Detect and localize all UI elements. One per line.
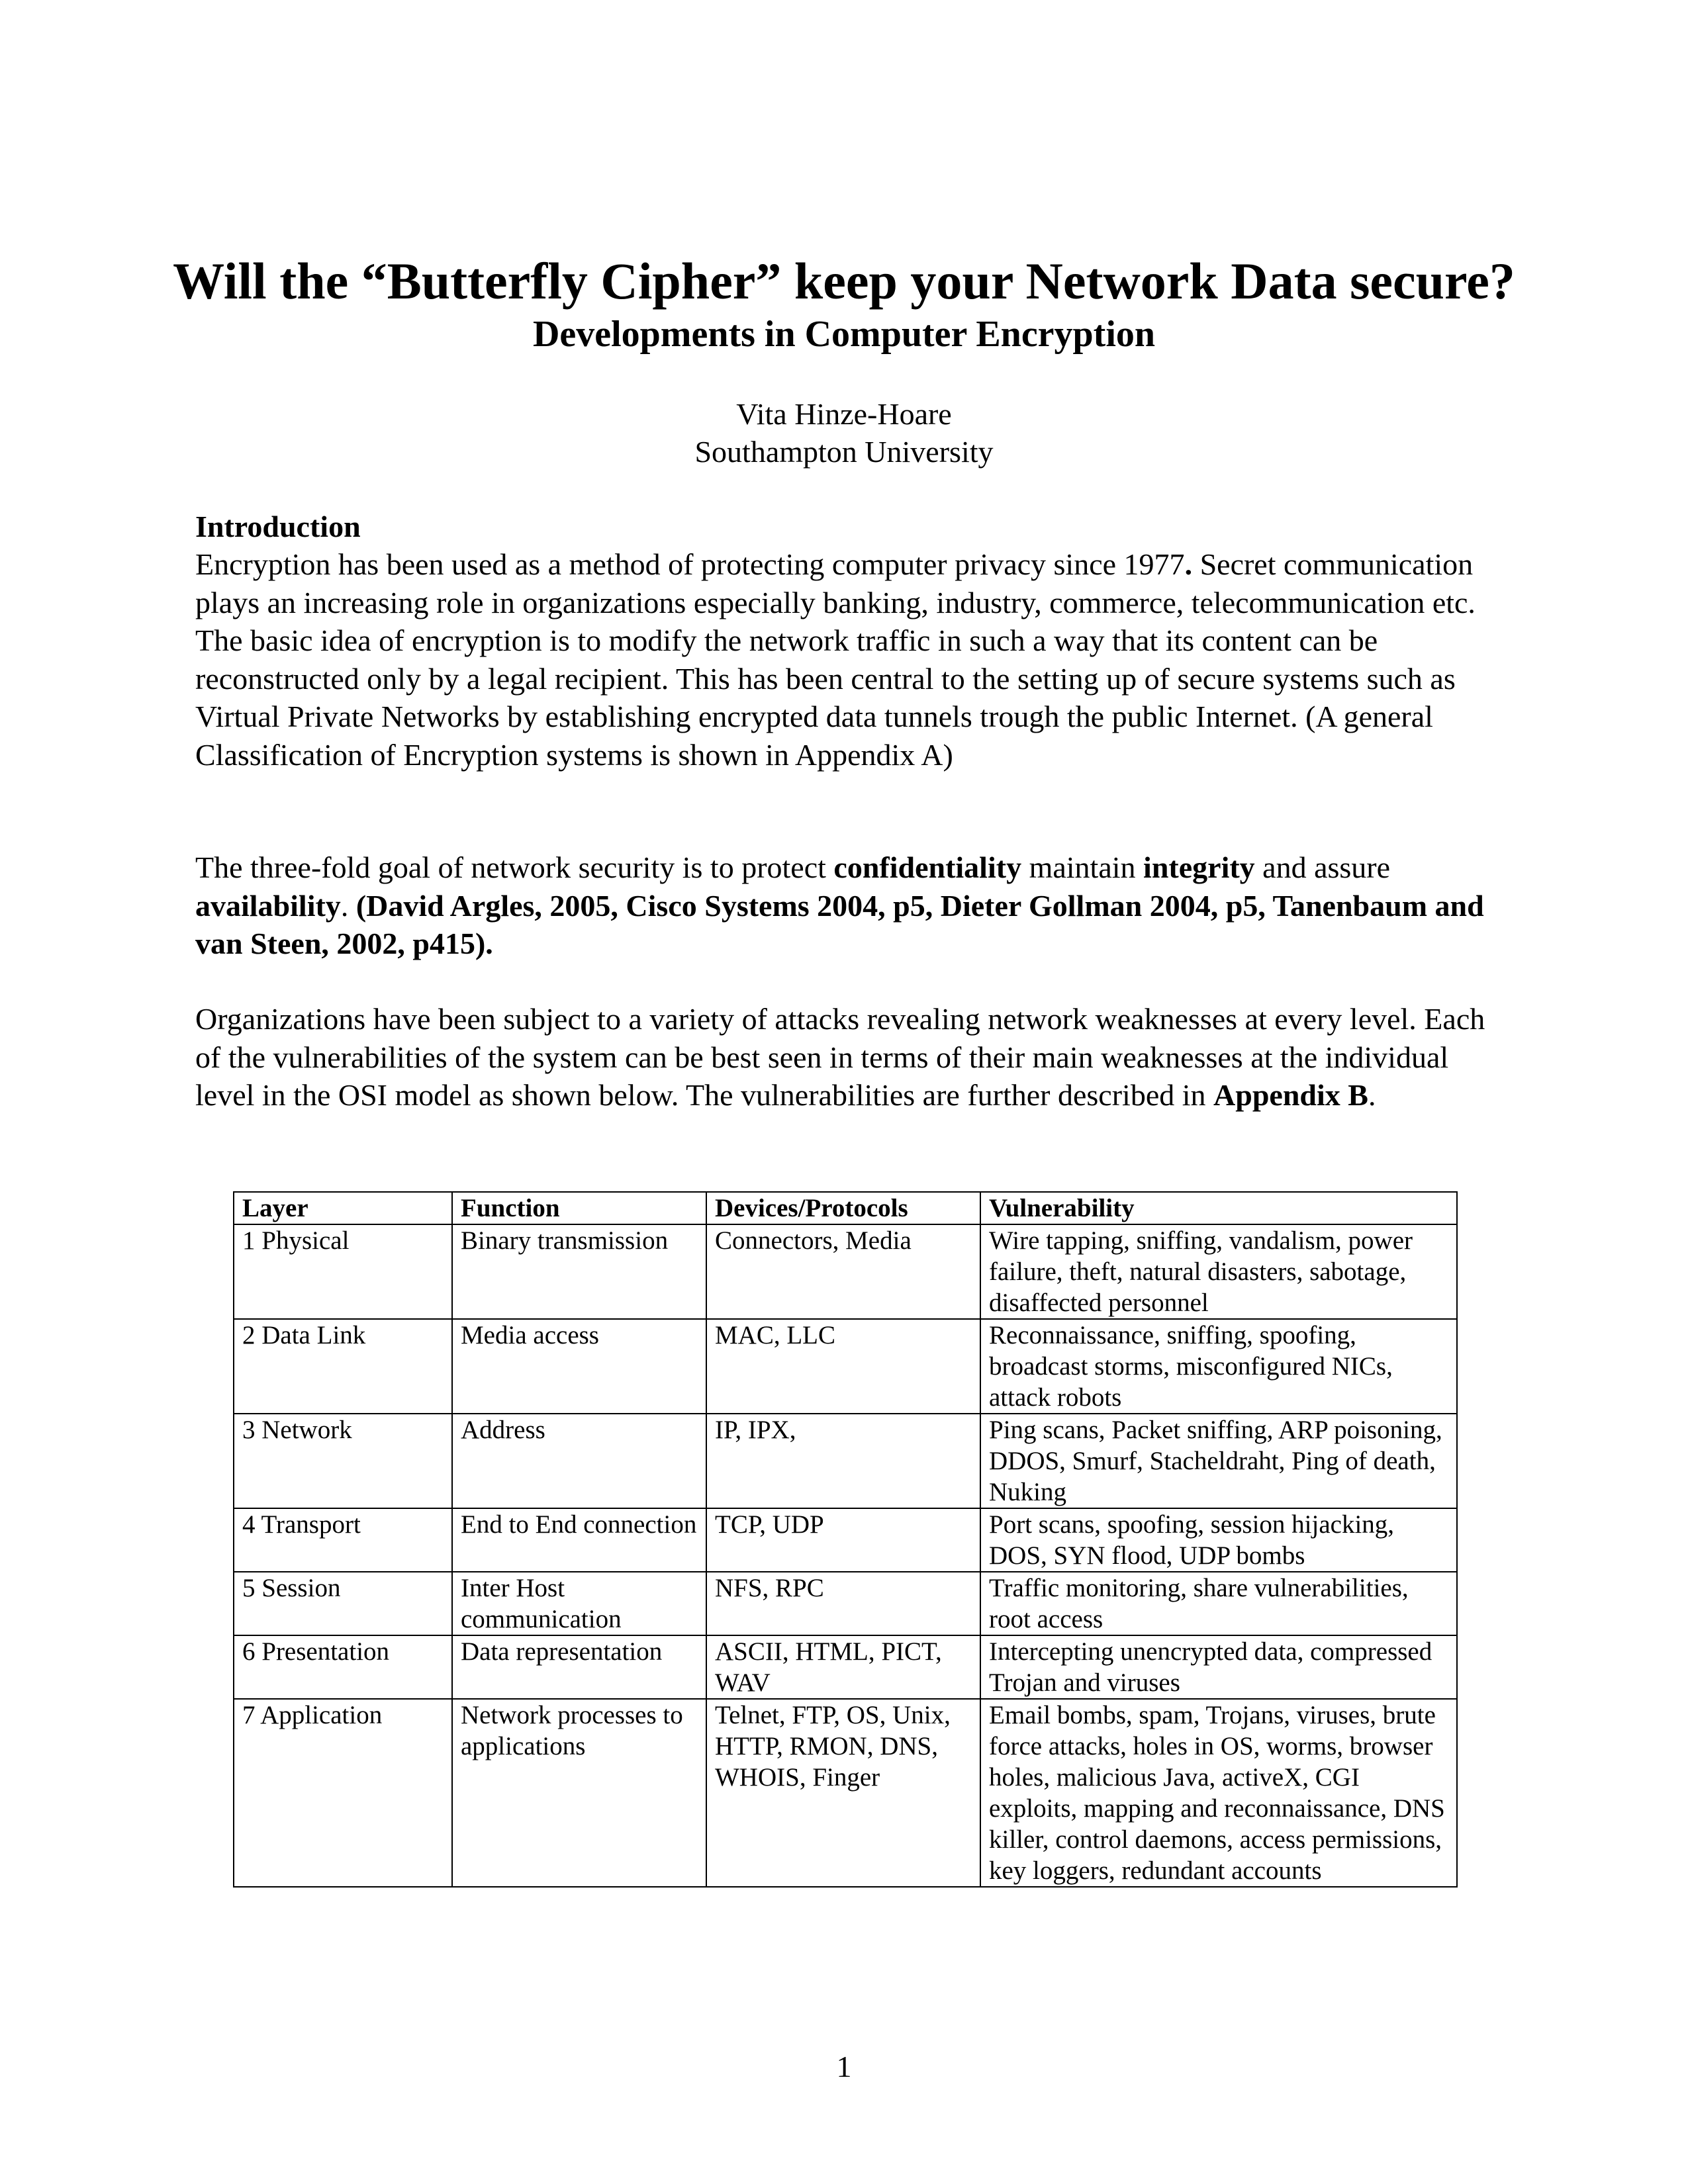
- intro-paragraph-3: [195, 1000, 1493, 1115]
- cell-vulnerability: Ping scans, Packet sniffing, ARP poisoning, DDOS, Smurf, Stacheldraht, Ping of death, Nuking: [980, 1414, 1457, 1508]
- intro-p2-citation: (David Argles, 2005, Cisco Systems 2004, p5, Dieter Gollman 2004, p5, Tanenbaum and van Steen, 2002, p415).: [195, 888, 1484, 960]
- intro-p2-text: and assure: [1254, 850, 1391, 884]
- cell-function: Media access: [452, 1319, 706, 1414]
- cell-function: Address: [452, 1414, 706, 1508]
- cell-function: Binary transmission: [452, 1224, 706, 1319]
- intro-p1-text: Encryption has been used as a method of protecting computer privacy since 1977: [195, 547, 1185, 581]
- cell-function: Inter Host communication: [452, 1572, 706, 1635]
- page-number: 1: [836, 2050, 852, 2083]
- intro-paragraph-2: [195, 848, 1493, 963]
- cell-layer: 1 Physical: [234, 1224, 452, 1319]
- cell-devices-protocols: Telnet, FTP, OS, Unix, HTTP, RMON, DNS, WHOIS, Finger: [706, 1699, 980, 1887]
- cell-layer: 6 Presentation: [234, 1635, 452, 1699]
- intro-p2-text: .: [340, 888, 356, 923]
- term-integrity: integrity: [1143, 850, 1255, 884]
- table-row: [234, 1319, 1457, 1414]
- cell-vulnerability: Email bombs, spam, Trojans, viruses, brute force attacks, holes in OS, worms, browser holes, malicious Java, activeX, CGI exploits, mapping and reconnaissance, DNS killer, control daemons, access permissions, key loggers, redundant accounts: [980, 1699, 1457, 1887]
- intro-p3-text-end: .: [1368, 1078, 1376, 1112]
- cell-devices-protocols: NFS, RPC: [706, 1572, 980, 1635]
- term-availability: availability: [195, 888, 341, 923]
- table-row: [234, 1414, 1457, 1508]
- author-name: Vita Hinze-Hoare: [736, 397, 952, 431]
- cell-devices-protocols: MAC, LLC: [706, 1319, 980, 1414]
- column-header-vulnerability: Vulnerability: [980, 1192, 1457, 1224]
- author-affiliation: Southampton University: [694, 435, 994, 469]
- cell-devices-protocols: IP, IPX,: [706, 1414, 980, 1508]
- cell-layer: 3 Network: [234, 1414, 452, 1508]
- intro-p2-text: maintain: [1021, 850, 1144, 884]
- cell-layer: 5 Session: [234, 1572, 452, 1635]
- paper-subtitle: Developments in Computer Encryption: [532, 314, 1156, 355]
- table-row: [234, 1508, 1457, 1572]
- table-header-row: [234, 1192, 1457, 1224]
- column-header-devices-protocols: Devices/Protocols: [706, 1192, 980, 1224]
- osi-vulnerability-table: [233, 1191, 1458, 1888]
- cell-layer: 2 Data Link: [234, 1319, 452, 1414]
- cell-vulnerability: Port scans, spoofing, session hijacking, DOS, SYN flood, UDP bombs: [980, 1508, 1457, 1572]
- table-row: [234, 1635, 1457, 1699]
- column-header-layer: Layer: [234, 1192, 452, 1224]
- cell-function: Data representation: [452, 1635, 706, 1699]
- table-row: [234, 1699, 1457, 1887]
- section-heading-introduction: Introduction: [195, 510, 361, 543]
- intro-p2-text: The three-fold goal of network security is to protect: [195, 850, 834, 884]
- intro-p3-text: Organizations have been subject to a variety of attacks revealing network weaknesses at every level. Each of the vulnerabilities of the system can be best seen in terms of their main weaknesses at the individual level in the OSI model as shown below. The vulnerabilities are further described in: [195, 1002, 1485, 1112]
- intro-p1-bold-period: .: [1184, 547, 1193, 581]
- appendix-b-reference: Appendix B: [1213, 1078, 1368, 1112]
- term-confidentiality: confidentiality: [833, 850, 1022, 884]
- cell-vulnerability: Intercepting unencrypted data, compressed Trojan and viruses: [980, 1635, 1457, 1699]
- cell-devices-protocols: ASCII, HTML, PICT, WAV: [706, 1635, 980, 1699]
- paper-title: Will the “Butterfly Cipher” keep your Network Data secure?: [173, 252, 1515, 310]
- cell-vulnerability: Reconnaissance, sniffing, spoofing, broadcast storms, misconfigured NICs, attack robots: [980, 1319, 1457, 1414]
- column-header-function: Function: [452, 1192, 706, 1224]
- cell-vulnerability: Traffic monitoring, share vulnerabilities, root access: [980, 1572, 1457, 1635]
- intro-p1-text-rest: Secret communication plays an increasing role in organizations especially banking, industry, commerce, telecommunication etc. The basic idea of encryption is to modify the network traffic in such a way that its content can be reconstructed only by a legal recipient. This has been central to the setting up of secure systems such as Virtual Private Networks by establishing encrypted data tunnels trough the public Internet. (A general Classification of Encryption systems is shown in Appendix A): [195, 547, 1476, 772]
- cell-function: Network processes to applications: [452, 1699, 706, 1887]
- cell-function: End to End connection: [452, 1508, 706, 1572]
- cell-devices-protocols: Connectors, Media: [706, 1224, 980, 1319]
- table-row: [234, 1224, 1457, 1319]
- cell-layer: 4 Transport: [234, 1508, 452, 1572]
- intro-paragraph-1: [195, 545, 1493, 774]
- cell-layer: 7 Application: [234, 1699, 452, 1887]
- cell-vulnerability: Wire tapping, sniffing, vandalism, power failure, theft, natural disasters, sabotage, disaffected personnel: [980, 1224, 1457, 1319]
- cell-devices-protocols: TCP, UDP: [706, 1508, 980, 1572]
- table-row: [234, 1572, 1457, 1635]
